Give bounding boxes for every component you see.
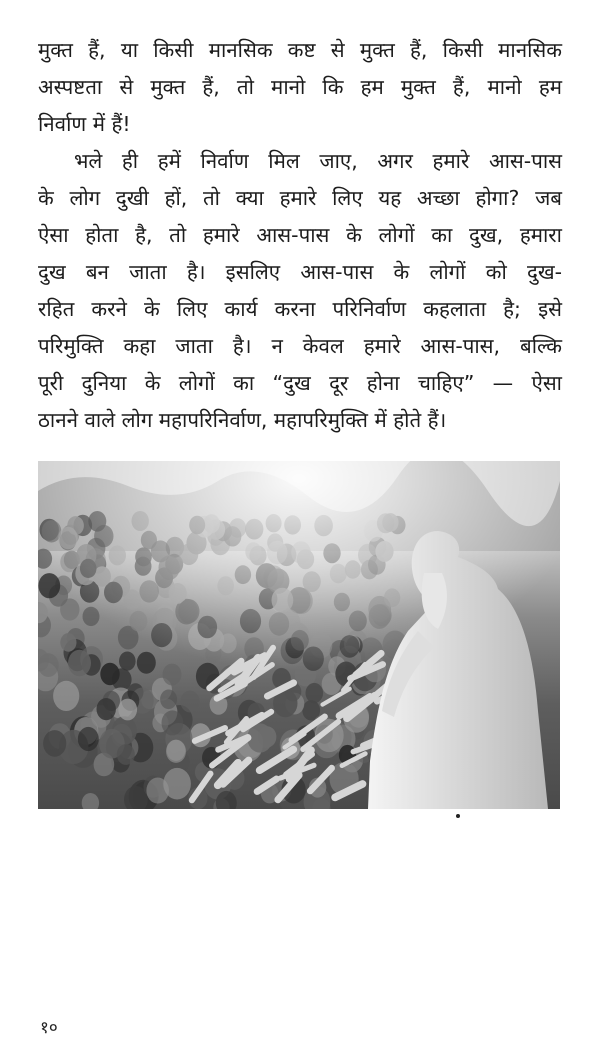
body-text: [38, 32, 562, 439]
text-line: परिमुक्ति कहा जाता है। न केवल हमारे आस-पास, बल्कि: [38, 334, 562, 358]
crowd-photo-illustration: [38, 461, 560, 809]
text-line: निर्वाण में हैं!: [38, 112, 131, 136]
text-line: भले ही हमें निर्वाण मिल जाए, अगर हमारे आस-पास: [74, 149, 562, 173]
ink-speck: [456, 814, 460, 818]
text-line: ऐसा होता है, तो हमारे आस-पास के लोगों का दुख, हमारा: [38, 223, 562, 247]
crowd-photo: [38, 461, 560, 809]
text-line: रहित करने के लिए कार्य करना परिनिर्वाण कहलाता है; इसे: [38, 297, 562, 321]
text-line: ठानने वाले लोग महापरिनिर्वाण, महापरिमुक्ति में होते हैं।: [38, 408, 447, 432]
text-line: पूरी दुनिया के लोगों का “दुख दूर होना चाहिए” — ऐसा: [38, 371, 562, 395]
text-line: दुख बन जाता है। इसलिए आस-पास के लोगों को दुख-: [38, 260, 562, 284]
text-line: अस्पष्टता से मुक्त हैं, तो मानो कि हम मुक्त हैं, मानो हम: [38, 75, 562, 99]
text-line: मुक्त हैं, या किसी मानसिक कष्ट से मुक्त हैं, किसी मानसिक: [38, 38, 562, 62]
page-number: १०: [40, 1018, 58, 1038]
text-line: के लोग दुखी हों, तो क्या हमारे लिए यह अच्छा होगा? जब: [38, 186, 562, 210]
